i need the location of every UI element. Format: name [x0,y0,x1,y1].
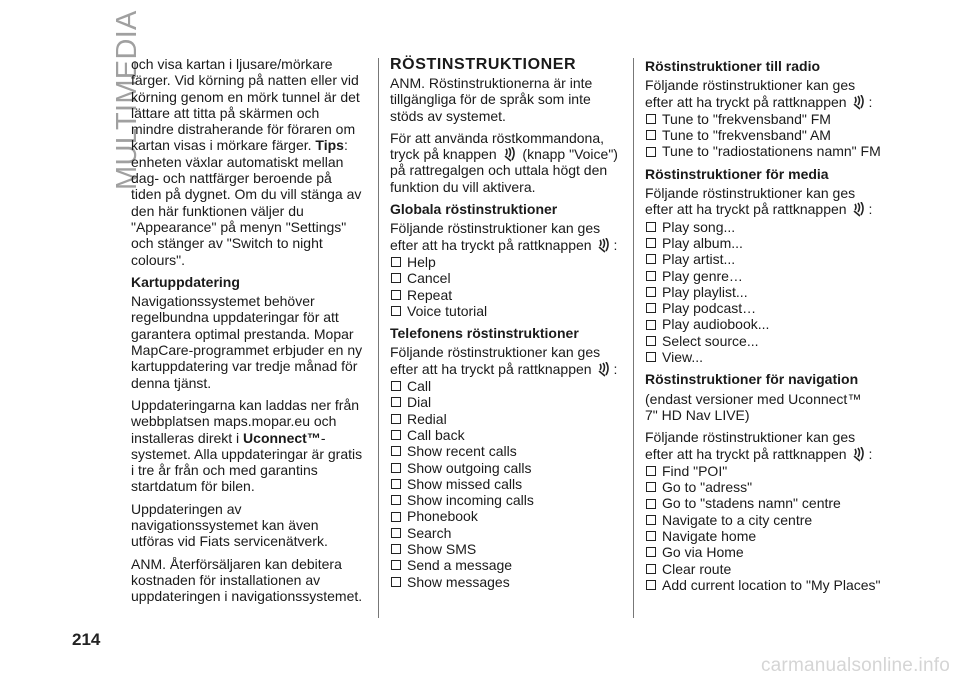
command-text: Call [407,378,432,395]
command-list-item [390,476,622,492]
checkbox-square-icon [646,482,656,492]
command-text: Dial [407,394,432,411]
side-title-text: MULTIMEDIA [111,10,143,190]
text-column-2 [390,56,622,596]
command-text: Play artist... [662,251,736,268]
command-list-item [645,219,877,235]
command-text: Voice tutorial [407,302,488,319]
command-text: Show recent calls [407,443,517,460]
intro-phone: Följande röstinstruktioner kan ges efter att ha tryckt på rattknappen : [390,344,618,377]
checkbox-square-icon [646,466,656,476]
command-text: Go via Home [662,544,744,561]
checkbox-square-icon [646,352,656,362]
command-text: Navigate home [662,528,757,545]
text-column-3 [645,56,881,599]
command-list-item [645,268,877,284]
checkbox-square-icon [391,479,401,489]
checkbox-square-icon [646,130,656,140]
command-text: View... [662,349,703,366]
command-list-item [645,576,881,593]
command-text: Show missed calls [407,475,523,492]
checkbox-square-icon [646,238,656,248]
command-text: Send a message [407,557,513,574]
command-text: Repeat [407,286,453,303]
checkbox-square-icon [391,495,401,505]
checkbox-square-icon [646,254,656,264]
command-list-item [390,270,622,286]
checkbox-square-icon [391,512,401,522]
command-text: Play song... [662,218,736,235]
voice-icon [597,238,611,253]
column-divider [378,58,379,618]
command-text: Go to "adress" [662,479,753,496]
checkbox-square-icon [391,528,401,538]
column-divider [633,58,634,618]
heading-map-update: Kartuppdatering [131,273,240,290]
command-list-item [390,427,622,443]
command-text: Play album... [662,234,743,251]
intro-global: Följande röstinstruktioner kan ges efter att ha tryckt på rattknappen : [390,220,618,253]
uconnect-label: Uconnect™ [243,429,321,446]
voice-icon [852,447,866,462]
command-list-item [645,495,877,511]
command-text: Show incoming calls [407,492,534,509]
media-commands-list [645,219,877,366]
command-list-item [390,508,622,524]
checkbox-square-icon [391,463,401,473]
command-text: Show outgoing calls [407,459,532,476]
checkbox-square-icon [391,257,401,267]
command-list-item [645,463,877,479]
paragraph-night-colours: och visa kartan i ljusare/mörkare färger. Vid körning på natten eller vid körning genom en mörk tunnel är det lättare att titta på skärmen och mindre distraherande för föraren om kartan visas i mörkare färger. Tips: enheten växlar automatiskt mellan dag- och nattfärger beroende på tiden på dygnet. Om du vill stänga av den här funktionen väljer du "Appearance" på menyn "Settings" och stänger av "Switch to night colours". [131,56,362,268]
checkbox-square-icon [646,336,656,346]
checkbox-square-icon [646,320,656,330]
section-side-title [78,10,143,190]
checkbox-square-icon [646,564,656,574]
command-text: Help [407,253,436,270]
command-list-item [645,333,877,349]
command-list-item [645,512,877,528]
global-commands-list [390,254,622,319]
paragraph-update-intro: Navigationssystemet behöver regelbundna uppdateringar för att garantera optimal prestanda. Mopar MapCare-programmet erbjuder en ny kartuppdatering var tredje månad för denna tjänst. [131,293,363,391]
command-text: Tune to "frekvensband" FM [662,110,831,127]
command-text: Play genre… [662,267,743,284]
command-text: Go to "stadens namn" centre [662,495,841,512]
command-text: Cancel [407,270,451,287]
heading-global-voice: Globala röstinstruktioner [390,201,558,218]
command-text: Tune to "frekvensband" AM [662,127,831,144]
command-list-item [645,479,877,495]
checkbox-square-icon [391,414,401,424]
checkbox-square-icon [646,303,656,313]
nav-commands-list [645,462,881,593]
voice-icon [852,95,866,110]
checkbox-square-icon [646,531,656,541]
checkbox-square-icon [646,580,656,590]
checkbox-square-icon [646,287,656,297]
command-text: Call back [407,426,465,443]
paragraph-voice-note: ANM. Röstinstruktionerna är inte tillgängliga för de språk som inte stöds av systemet. [390,75,593,124]
command-text: Find "POI" [662,462,728,479]
command-text: Add current location to "My Places" [662,576,881,593]
heading-phone-voice: Telefonens röstinstruktioner [390,325,579,342]
text-column-1 [131,56,363,611]
intro-nav: Följande röstinstruktioner kan ges efter att ha tryckt på rattknappen : [645,429,873,462]
command-list-item [645,316,877,332]
command-list-item [645,235,877,251]
command-list-item [390,411,622,427]
command-list-item [390,287,622,303]
voice-icon [597,362,611,377]
checkbox-square-icon [646,147,656,157]
command-list-item [645,251,877,267]
paragraph-update-service: Uppdateringen av navigationssystemet kan även utföras vid Fiats servicenätverk. [131,500,328,550]
command-list-item [390,574,622,590]
watermark: carmanualsonline.info [760,655,950,676]
command-list-item [390,303,622,319]
command-list-item [390,443,622,459]
command-list-item [390,525,622,541]
checkbox-square-icon [391,306,401,316]
checkbox-square-icon [646,222,656,232]
checkbox-square-icon [646,114,656,124]
command-text: Show messages [407,573,510,590]
command-text: Clear route [662,560,732,577]
command-list-item [645,127,877,143]
command-text: Tune to "radiostationens namn" FM [662,143,881,160]
command-list-item [645,528,877,544]
phone-commands-list [390,378,622,590]
nav-version-note: (endast versioner med Uconnect™ 7" HD Nav LIVE) [645,390,862,423]
command-text: Search [407,524,452,541]
command-list-item [645,544,877,560]
page-number: 214 [72,630,101,649]
checkbox-square-icon [646,515,656,525]
command-text: Show SMS [407,541,477,558]
command-list-item [390,557,622,573]
checkbox-square-icon [646,499,656,509]
command-text: Play playlist... [662,283,748,300]
command-text: Play podcast… [662,300,757,317]
command-text: Select source... [662,332,759,349]
checkbox-square-icon [391,381,401,391]
heading-nav-voice: Röstinstruktioner för navigation [645,371,859,388]
checkbox-square-icon [391,273,401,283]
paragraph-update-note: ANM. Återförsäljaren kan debitera kostnaden för installationen av uppdateringen i navigationssystemet. [131,555,363,605]
heading-radio-voice: Röstinstruktioner till radio [645,58,821,74]
command-text: Play audiobook... [662,316,770,333]
heading-media-voice: Röstinstruktioner för media [645,165,829,182]
checkbox-square-icon [391,577,401,587]
checkbox-square-icon [391,430,401,440]
voice-icon [503,147,517,162]
paragraph-voice-usage: För att använda röstkommandona, tryck på knappen (knapp "Voice") på rattregalgen och uttala högt den funktion du vill aktivera. [390,129,618,195]
command-list-item [390,394,622,410]
command-text: Redial [407,410,447,427]
tips-label: Tips [315,137,344,154]
checkbox-square-icon [646,547,656,557]
command-list-item [390,460,622,476]
paragraph-update-download: Uppdateringarna kan laddas ner från webbplatsen maps.mopar.eu och installeras direkt i Uconnect™-systemet. Alla uppdateringar är gratis i tre år från och med garantins startdatum för bilen. [131,396,363,495]
command-list-item [645,349,877,365]
command-list-item [645,111,877,127]
command-list-item [645,300,877,316]
heading-voice-instructions: RÖSTINSTRUKTIONER [390,56,577,73]
radio-commands-list [645,110,881,160]
checkbox-square-icon [391,290,401,300]
command-list-item [390,254,622,270]
intro-radio: Följande röstinstruktioner kan ges efter att ha tryckt på rattknappen : [645,77,873,110]
checkbox-square-icon [391,544,401,554]
command-text: Navigate to a city centre [662,511,813,528]
command-list-item [645,561,877,577]
command-list-item [390,378,622,394]
checkbox-square-icon [391,446,401,456]
checkbox-square-icon [646,271,656,281]
voice-icon [852,202,866,217]
command-list-item [390,492,622,508]
command-list-item [645,143,881,160]
checkbox-square-icon [391,397,401,407]
command-text: Phonebook [407,508,478,525]
command-list-item [645,284,877,300]
checkbox-square-icon [391,560,401,570]
command-list-item [390,541,622,557]
intro-media: Följande röstinstruktioner kan ges efter att ha tryckt på rattknappen : [645,185,873,218]
